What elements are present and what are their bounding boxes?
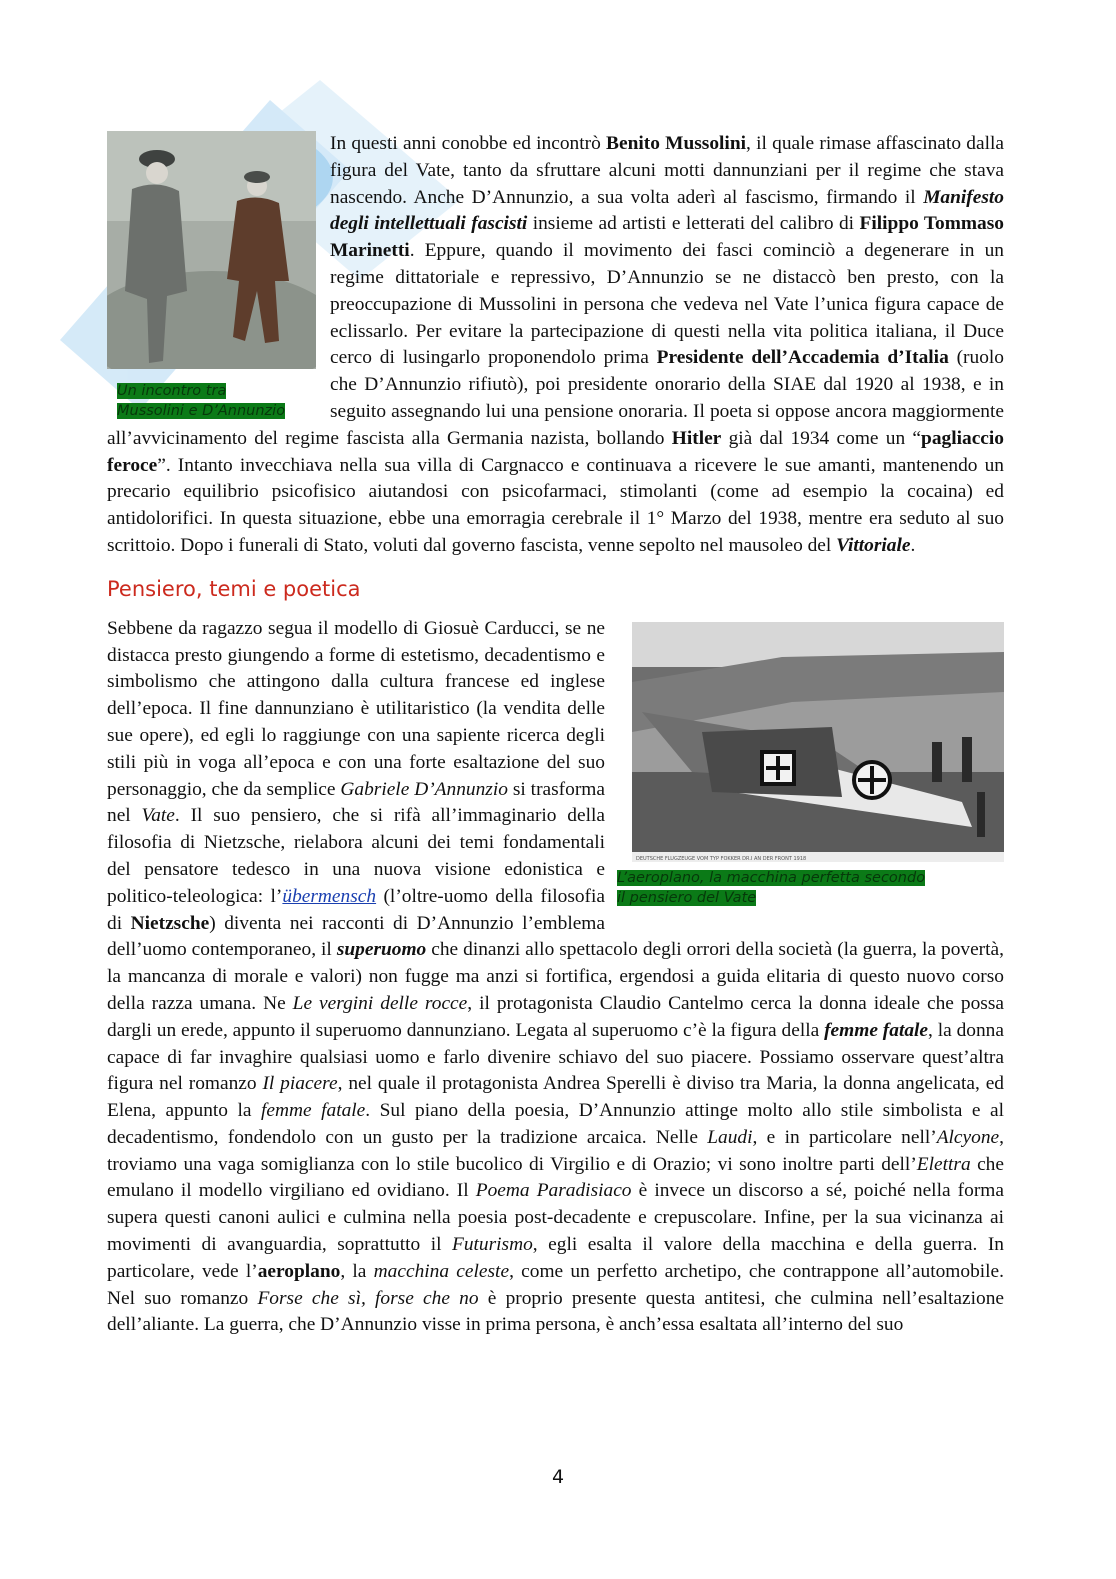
paragraph-poetica: Sebbene da ragazzo segua il modello di Giosuè Carducci, se ne distacca presto giungendo a forme di estetismo, decadentismo e simbolismo che attingono dalla cultura francese ed inglese dell’epoca. Il fine dannunziano è utilitaristico (la vendita delle sue opere), ed egli lo raggiunge con una sapiente ricerca degli stili più in voga all’epoca e con una forte esaltazione del suo personaggio, che da semplice Gabriele D’Annunzio si trasforma nel Vate. Il suo pensiero, che si rifà all’immaginario della filosofia di Nietzsche, rielabora alcuni dei temi fondamentali del pensatore tedesco in una nuova visione edonistica e politico-teleologica: l’übermensch (l’oltre-uomo della filosofia di Nietzsche) diventa nei racconti di D’Annunzio l’emblema dell’uomo contemporaneo, il superuomo che dinanzi allo spettacolo degli orrori della società (la guerra, la povertà, la mancanza di morale e valori) non fugge ma anzi si fortifica, ergendosi a guida elitaria di questo nuovo corso della razza umana. Ne Le vergini delle rocce, il protagonista Claudio Cantelmo cerca la donna ideale che possa dargli un erede, appunto il superuomo dannunziano. Legata al superuomo c’è la figura della femme fatale, la donna capace di far invaghire qualsiasi uomo e farlo divenire schiavo del suo piacere. Possiamo osservare quest’altra figura nel romanzo Il piacere, nel quale il protagonista Andrea Sperelli è diviso tra Maria, la donna angelicata, ed Elena, appunto la femme fatale. Sul piano della poesia, D’Annunzio attinge molto allo stile simbolista e al decadentismo, fondendolo con un gusto per la tradizione arcaica. Nelle Laudi, e in particolare nell’Alcyone, troviamo una vaga somiglianza con lo stile bucolico di Virgilio e di Orazio; vi sono inoltre parti dell’Elettra che emulano il modello virgiliano ed ovidiano. Il Poema Paradisiaco è invece un discorso a sé, poiché nella forma supera questi canoni aulici e culmina nella poesia post-decadente e crepuscolare. Infine, per la sua vicinanza ai movimenti di avanguardia, soprattutto il Futurismo, egli esalta il valore della macchina e della guerra. In particolare, vede l’aeroplano, la macchina celeste, come un perfetto archetipo, che contrappone all’automobile. Nel suo romanzo Forse che sì, forse che no è proprio presente questa antitesi, che culmina nell’esaltazione dell’aliante. La guerra, che D’Annunzio visse in prima persona, è anch’essa esaltata all’interno del suo: [107, 617, 1005, 1336]
place-vittoriale: Vittoriale: [836, 534, 911, 556]
figure-mussolini-dannunzio: [107, 131, 330, 421]
title-manifesto: Manifesto degli intellettuali fascisti: [330, 186, 1004, 235]
page-body: [107, 131, 1004, 1339]
photo-strip-caption: DEUTSCHE FLUGZEUGE VOM TYP FOKKER DR.I AN DER FRONT 1918: [636, 855, 807, 862]
name-hitler: Hitler: [671, 427, 722, 449]
figure-aeroplano: [617, 622, 1004, 915]
caption-photo-left-line2: Mussolini e D’Annunzio: [117, 403, 286, 419]
caption-photo-right: L’aeroplano, la macchina perfetta secondo: [617, 869, 926, 886]
caption-photo-left: Un incontro tra: [117, 383, 227, 399]
link-ubermensch[interactable]: übermensch: [282, 885, 377, 907]
photo-aeroplanes: [632, 622, 1004, 862]
page-number: 4: [551, 1466, 565, 1488]
caption-photo-right-line2: il pensiero del Vate: [617, 889, 757, 906]
paragraph-biography: In questi anni conobbe ed incontrò Benito Mussolini, il quale rimase affascinato dalla figura del Vate, tanto da sfruttare alcuni motti dannunziani per il regime che stava nascendo. Anche D’Annunzio, a sua volta aderì al fascismo, firmando il Manifesto degli intellettuali fascisti insieme ad artisti e letterati del calibro di Filippo Tommaso Marinetti. Eppure, quando il movimento dei fasci cominciò a degenerare in un regime dittatoriale e repressivo, D’Annunzio se ne distaccò ben presto, con la preoccupazione di Mussolini in persona che vedeva nel Vate l’unica figura capace de eclissarlo. Per evitare la partecipazione di questi nella vita politica italiana, il Duce cerco di lusingarlo proponendolo prima Presidente dell’Accademia d’Italia (ruolo che D’Annunzio rifiutò), poi presidente onorario della SIAE dal 1920 al 1938, e in seguito assegnando lui una pensione onoraria. Il poeta si oppose ancora maggiormente all’avvicinamento del regime fascista alla Germania nazista, bollando Hitler già dal 1934 come un “pagliaccio feroce”. Intanto invecchiava nella sua villa di Cargnacco e continuava a ricevere le sue amanti, mantenendo un precario equilibrio psicofisico aiutandosi con psicofarmaci, stimolanti (come ad esempio la cocaina) ed antidolorifici. In questa situazione, ebbe una emorragia cerebrale il 1° Marzo del 1938, mentre era seduto al suo scrittoio. Dopo i funerali di Stato, voluti dal governo fascista, venne sepolto nel mausoleo del Vittoriale.: [107, 133, 1004, 556]
name-marinetti: Filippo Tommaso Marinetti: [330, 213, 1004, 262]
photo-mussolini-dannunzio: [107, 131, 316, 369]
section-heading: Pensiero, temi e poetica: [107, 576, 361, 601]
name-benito-mussolini: Benito Mussolini: [606, 133, 746, 154]
quote-pagliaccio: pagliaccio feroce: [107, 427, 1004, 476]
title-accademia: Presidente dell’Accademia d’Italia: [656, 347, 949, 369]
